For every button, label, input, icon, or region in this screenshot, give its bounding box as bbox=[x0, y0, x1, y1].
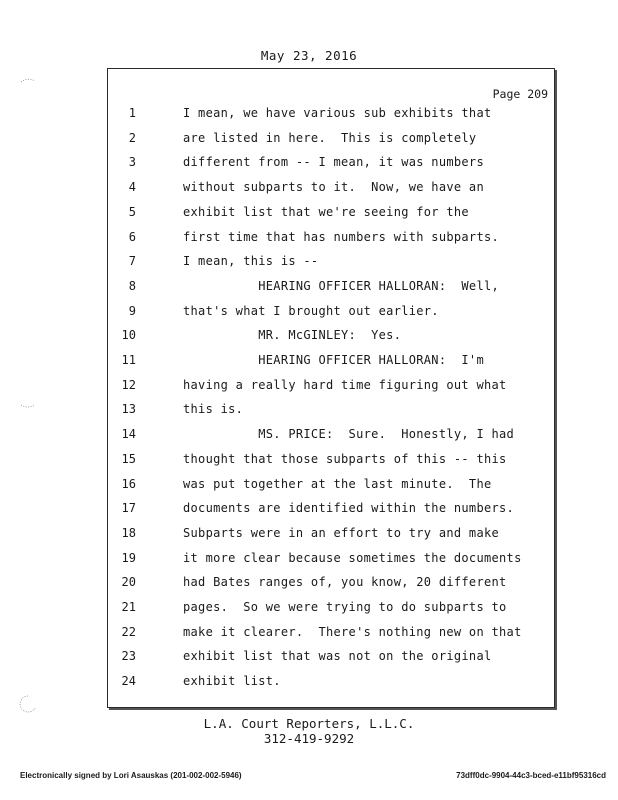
line-number: 5 bbox=[128, 204, 136, 219]
line-number: 20 bbox=[121, 575, 136, 590]
line-number: 10 bbox=[121, 328, 136, 343]
line-number: 17 bbox=[121, 501, 136, 516]
footer-phone: 312-419-9292 bbox=[263, 731, 355, 746]
line-number: 23 bbox=[121, 649, 136, 664]
transcript-line: Subparts were in an effort to try and make bbox=[183, 525, 500, 540]
transcript-line: it more clear because sometimes the documents bbox=[183, 550, 522, 565]
line-number: 16 bbox=[121, 476, 136, 491]
transcript-line: documents are identified within the numbers. bbox=[183, 501, 515, 516]
transcript-line: HEARING OFFICER HALLORAN: Well, bbox=[183, 278, 500, 293]
line-number: 15 bbox=[121, 451, 136, 466]
line-number: 14 bbox=[121, 427, 136, 442]
transcript-line: pages. So we were trying to do subparts to bbox=[183, 600, 507, 614]
line-number: 24 bbox=[121, 674, 136, 689]
line-number: 12 bbox=[121, 377, 136, 392]
footer-company: L.A. Court Reporters, L.L.C. bbox=[203, 716, 415, 731]
transcript-line: had Bates ranges of, you know, 20 different bbox=[183, 575, 507, 590]
transcript-line: make it clearer. There's nothing new on that bbox=[183, 624, 522, 639]
header-date: May 23, 2016 bbox=[260, 48, 358, 63]
transcript-line: MS. PRICE: Sure. Honestly, I had bbox=[183, 427, 515, 442]
line-number: 4 bbox=[128, 180, 136, 195]
transcript-line: that's what I brought out earlier. bbox=[183, 303, 439, 318]
transcript-line: having a really hard time figuring out what bbox=[183, 377, 507, 392]
line-number: 3 bbox=[128, 155, 136, 170]
transcript-line: different from -- I mean, it was numbers bbox=[183, 155, 484, 170]
transcript-line: I mean, we have various sub exhibits that bbox=[183, 106, 492, 120]
line-number: 21 bbox=[121, 600, 136, 614]
transcript-line: this is. bbox=[183, 402, 244, 417]
transcript-line: are listed in here. This is completely bbox=[183, 130, 477, 145]
transcript-line: HEARING OFFICER HALLORAN: I'm bbox=[183, 353, 484, 367]
transcript-line: thought that those subparts of this -- this bbox=[183, 451, 507, 466]
line-number: 11 bbox=[121, 353, 136, 367]
transcript-line: exhibit list. bbox=[183, 674, 281, 689]
transcript-line: first time that has numbers with subparts. bbox=[183, 229, 500, 244]
line-number: 22 bbox=[121, 624, 136, 639]
line-number: 9 bbox=[128, 303, 136, 318]
transcript-line: without subparts to it. Now, we have an bbox=[183, 180, 484, 195]
punch-hole-mark bbox=[18, 74, 38, 94]
line-number: 19 bbox=[121, 550, 136, 565]
transcript-line: was put together at the last minute. The bbox=[183, 476, 492, 491]
document-hash: 73dff0dc-9904-44c3-bced-e11bf95316cd bbox=[456, 771, 606, 780]
line-number: 1 bbox=[128, 106, 136, 120]
transcript-line: I mean, this is -- bbox=[183, 254, 319, 269]
signature-line: Electronically signed by Lori Asauskas (201-002-002-5946) bbox=[20, 771, 242, 780]
line-number: 6 bbox=[128, 229, 136, 244]
line-number: 8 bbox=[128, 278, 136, 293]
line-number: 7 bbox=[128, 254, 136, 269]
punch-hole-mark bbox=[18, 398, 38, 418]
transcript-line: exhibit list that we're seeing for the bbox=[183, 204, 469, 219]
line-number: 13 bbox=[121, 402, 136, 417]
line-number: 18 bbox=[121, 525, 136, 540]
transcript-line: exhibit list that was not on the original bbox=[183, 649, 492, 664]
transcript-line: MR. McGINLEY: Yes. bbox=[183, 328, 402, 343]
line-number: 2 bbox=[128, 130, 136, 145]
punch-hole-mark bbox=[18, 694, 38, 714]
page-number: Page 209 bbox=[492, 87, 548, 101]
